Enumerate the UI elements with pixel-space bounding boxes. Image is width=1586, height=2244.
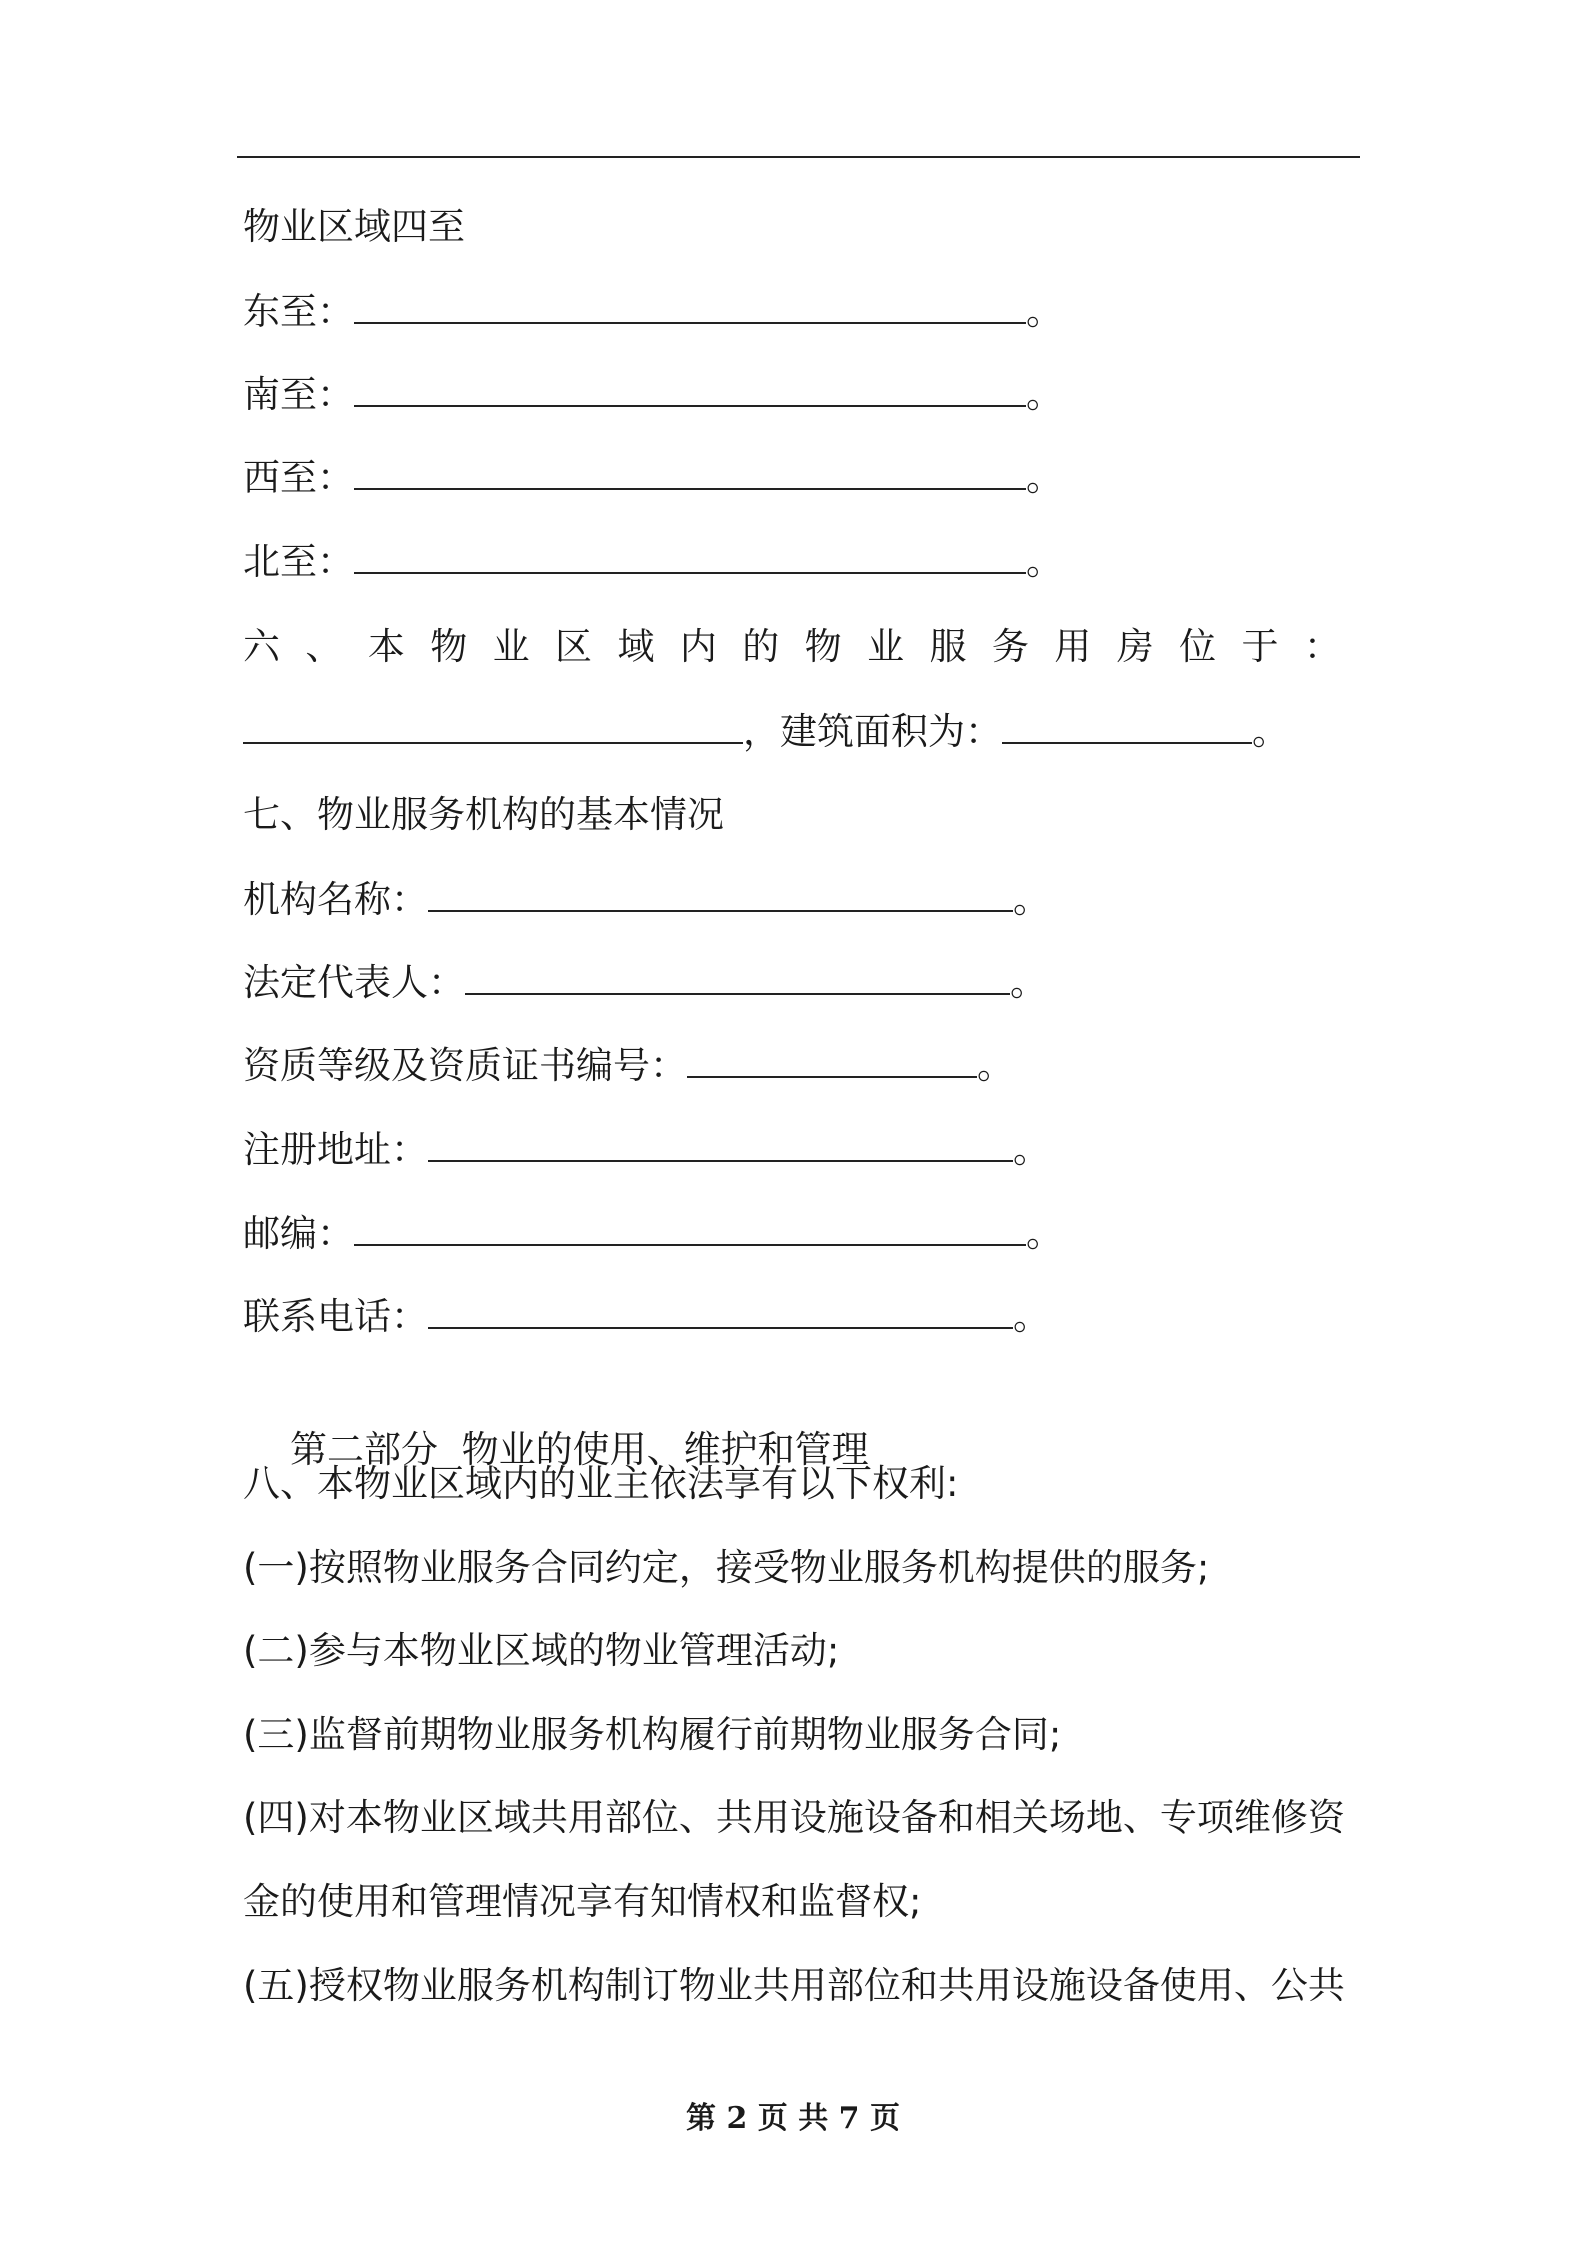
- fill-line-west: 西至： 。: [243, 456, 1063, 499]
- justified-heading: [243, 622, 1341, 672]
- justified-char: 位: [1179, 625, 1217, 668]
- fill-line-org-name: 机构名称： 。: [243, 878, 1050, 921]
- clause-item: (五)授权物业服务机构制订物业共用部位和共用设施设备使用、公共: [243, 1964, 1345, 2007]
- header-rule: [237, 156, 1360, 158]
- justified-char: 业: [867, 625, 905, 668]
- clause-item: (二)参与本物业区域的物业管理活动;: [243, 1629, 840, 1672]
- clause-item: (一)按照物业服务合同约定，接受物业服务机构提供的服务;: [243, 1546, 1210, 1589]
- blank-field-location[interactable]: [243, 712, 743, 744]
- fill-line-address: 注册地址： 。: [243, 1128, 1050, 1171]
- justified-char: 于: [1241, 625, 1279, 668]
- blank-field[interactable]: [428, 880, 1013, 912]
- blank-field-area[interactable]: [1002, 712, 1252, 744]
- justified-char: 房: [1116, 625, 1154, 668]
- clause-item: (三)监督前期物业服务机构履行前期物业服务合同;: [243, 1713, 1062, 1756]
- blank-field[interactable]: [354, 1214, 1026, 1246]
- fill-line-legal-rep: 法定代表人： 。: [243, 961, 1047, 1004]
- blank-field[interactable]: [687, 1046, 977, 1078]
- blank-field[interactable]: [428, 1130, 1013, 1162]
- text-line: 物业区域四至: [243, 205, 465, 248]
- justified-char: 服: [929, 625, 967, 668]
- text-line-justified: [243, 622, 1341, 672]
- part-heading: 第二部分 物业的使用、维护和管理: [290, 1428, 869, 1471]
- blank-field[interactable]: [354, 292, 1026, 324]
- justified-char: 物: [430, 625, 468, 668]
- justified-char: 域: [617, 625, 655, 668]
- justified-char: 物: [804, 625, 842, 668]
- justified-char: 、: [305, 625, 343, 668]
- fill-line-phone: 联系电话： 。: [243, 1295, 1050, 1338]
- justified-char: 用: [1054, 625, 1092, 668]
- justified-char: 业: [492, 625, 530, 668]
- fill-line-north: 北至： 。: [243, 540, 1063, 583]
- justified-char: 本: [367, 625, 405, 668]
- fill-line-postcode: 邮编： 。: [243, 1212, 1063, 1255]
- blank-field[interactable]: [354, 542, 1026, 574]
- blank-field[interactable]: [354, 375, 1026, 407]
- fill-line-east: 东至： 。: [243, 290, 1063, 333]
- clause-item: (四)对本物业区域共用部位、共用设施设备和相关场地、专项维修资: [243, 1796, 1345, 1839]
- fill-line-south: 南至： 。: [243, 373, 1063, 416]
- clause-heading: 八、本物业区域内的业主依法享有以下权利:: [243, 1462, 959, 1505]
- fill-line-area: ，建筑面积为： 。: [243, 707, 1363, 757]
- justified-char: 六: [243, 625, 280, 668]
- justified-char: 务: [991, 625, 1029, 668]
- justified-char: ：: [1303, 625, 1341, 668]
- blank-field[interactable]: [428, 1297, 1013, 1329]
- clause-item-continuation: 金的使用和管理情况享有知情权和监督权;: [243, 1880, 922, 1923]
- justified-char: 的: [742, 625, 780, 668]
- justified-char: 区: [555, 625, 593, 668]
- blank-field[interactable]: [354, 458, 1026, 490]
- justified-char: 内: [679, 625, 717, 668]
- blank-field[interactable]: [465, 963, 1010, 995]
- page-footer: 第 2 页 共 7 页: [686, 2101, 900, 2136]
- fill-line-qualification: 资质等级及资质证书编号： 。: [243, 1044, 1014, 1087]
- section-heading: 七、物业服务机构的基本情况: [243, 793, 724, 836]
